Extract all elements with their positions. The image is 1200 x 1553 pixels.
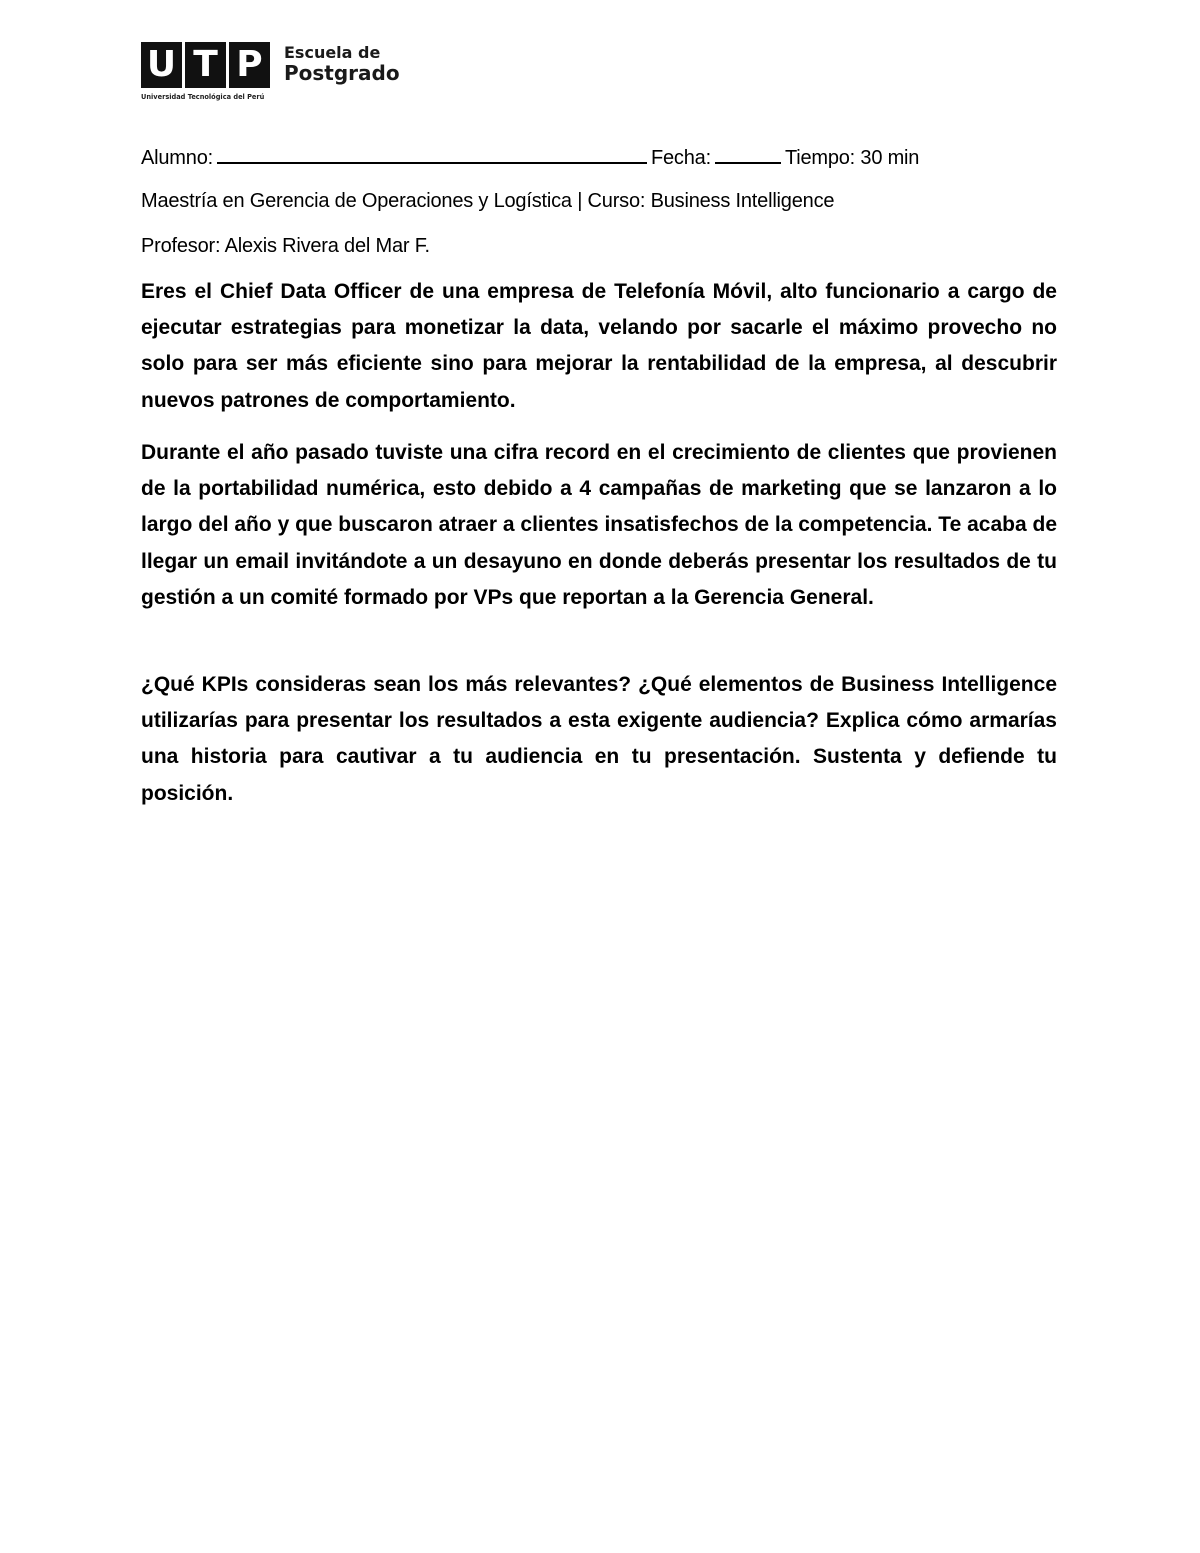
date-label: Fecha:: [650, 147, 711, 169]
student-label: Alumno:: [141, 147, 213, 169]
utp-logo: [141, 42, 411, 104]
logo-letter-p: P: [229, 42, 270, 88]
student-name-blank: [217, 144, 647, 164]
paragraph-context: Eres el Chief Data Officer de una empresa de Telefonía Móvil, alto funcionario a cargo de ejecutar estrategias para monetizar la data, velando por sacarle el máximo provecho no solo para ser más eficiente sino para mejorar la rentabilidad de la empresa, al descubrir nuevos patrones de comportamiento.: [141, 280, 1057, 412]
program-line: Maestría en Gerencia de Operaciones y Logística | Curso: Business Intelligence: [141, 190, 835, 212]
logo-letter-t: T: [185, 42, 226, 88]
date-blank: [715, 144, 781, 164]
time-label: Tiempo: 30 min: [784, 147, 920, 169]
logo-school-line1: Escuela de: [284, 43, 381, 62]
professor-line: Profesor: Alexis Rivera del Mar F.: [141, 235, 430, 257]
logo-school-line2: Postgrado: [284, 61, 400, 85]
paragraph-questions: ¿Qué KPIs consideras sean los más relevantes? ¿Qué elementos de Business Intelligence utilizarías para presentar los resultados a esta exigente audiencia? Explica cómo armarías una historia para cautivar a tu audiencia en tu presentación. Sustenta y defiende tu posición.: [141, 673, 1057, 805]
logo-university-name: Universidad Tecnológica del Perú: [141, 93, 265, 101]
paragraph-scenario: Durante el año pasado tuviste una cifra record en el crecimiento de clientes que provienen de la portabilidad numérica, esto debido a 4 campañas de marketing que se lanzaron a lo largo del año y que buscaron atraer a clientes insatisfechos de la competencia. Te acaba de llegar un email invitándote a un desayuno en donde deberás presentar los resultados de tu gestión a un comité formado por VPs que reportan a la Gerencia General.: [141, 441, 1057, 609]
student-info-line: [141, 144, 919, 170]
logo-letter-boxes: [141, 42, 270, 88]
logo-school-name: [284, 45, 400, 83]
logo-letter-u: U: [141, 42, 182, 88]
